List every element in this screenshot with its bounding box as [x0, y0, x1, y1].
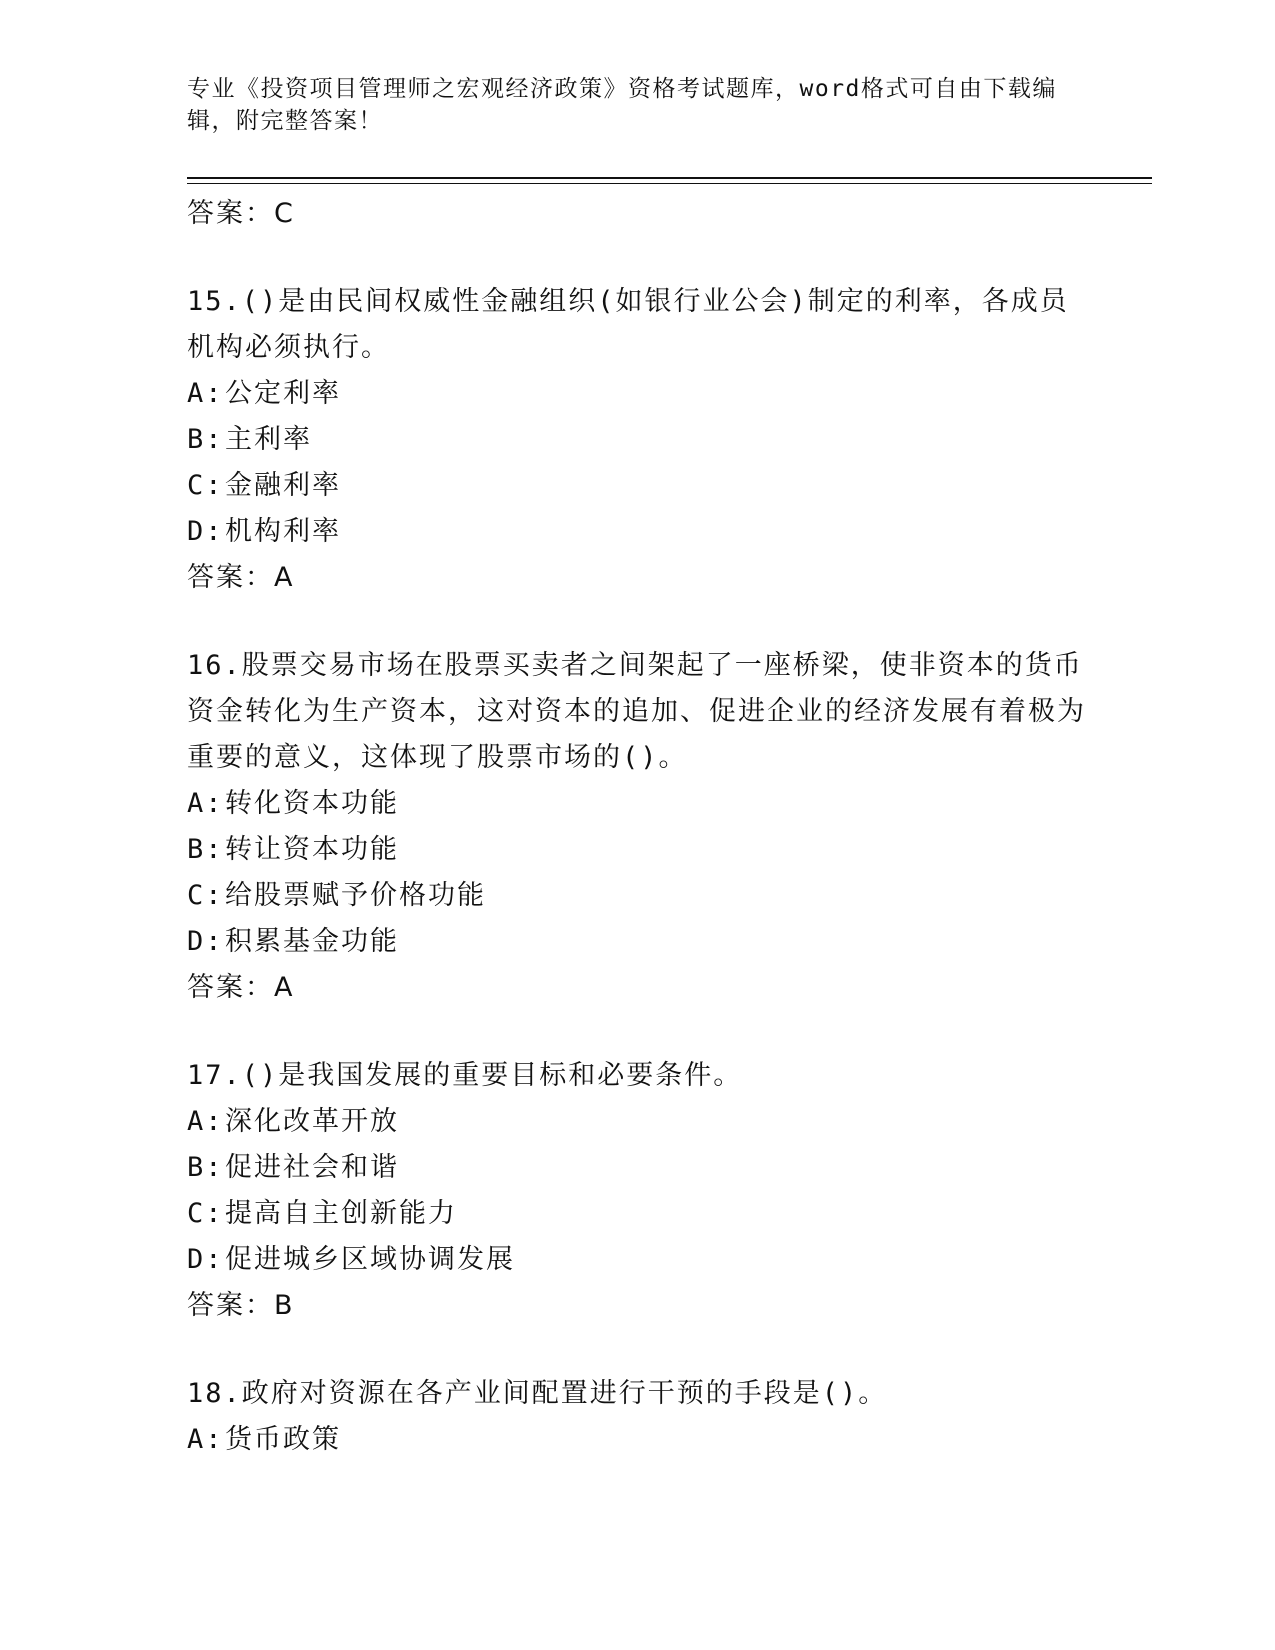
- option-text: 转化资本功能: [225, 788, 399, 819]
- option-a: [187, 781, 1087, 827]
- option-text: 转让资本功能: [225, 834, 399, 865]
- option-key: B:: [187, 424, 224, 455]
- question-text: 15.()是由民间权威性金融组织(如银行业公会)制定的利率，各成员机构必须执行。: [187, 286, 1069, 363]
- option-c: [187, 873, 1087, 919]
- answer-line: 答案：B: [187, 1290, 295, 1321]
- question-16: [187, 643, 1087, 1011]
- option-text: 促进社会和谐: [225, 1152, 399, 1183]
- option-text: 深化改革开放: [225, 1106, 399, 1137]
- options-list: [187, 781, 1087, 965]
- option-key: B:: [187, 1152, 224, 1183]
- question-17: [187, 1053, 1087, 1329]
- header-divider-thick: [187, 177, 1152, 179]
- option-text: 促进城乡区域协调发展: [225, 1244, 515, 1275]
- header-divider-thin: [187, 183, 1152, 184]
- question-text: 16.股票交易市场在股票买卖者之间架起了一座桥梁，使非资本的货币资金转化为生产资本，这对资本的追加、促进企业的经济发展有着极为重要的意义，这体现了股票市场的()。: [187, 650, 1086, 773]
- option-key: A:: [187, 1424, 224, 1455]
- option-text: 货币政策: [225, 1424, 341, 1455]
- options-list: [187, 1099, 1087, 1283]
- options-list: [187, 1417, 1087, 1463]
- options-list: [187, 371, 1087, 555]
- question-15: [187, 279, 1087, 601]
- option-key: B:: [187, 834, 224, 865]
- option-c: [187, 1191, 1087, 1237]
- previous-answer: 答案：C: [187, 198, 295, 229]
- question-18: [187, 1371, 1087, 1463]
- option-text: 机构利率: [225, 516, 341, 547]
- option-key: A:: [187, 1106, 224, 1137]
- option-b: [187, 1145, 1087, 1191]
- option-key: C:: [187, 470, 224, 501]
- option-key: D:: [187, 926, 224, 957]
- option-text: 提高自主创新能力: [225, 1198, 457, 1229]
- option-key: A:: [187, 788, 224, 819]
- option-key: D:: [187, 516, 224, 547]
- option-a: [187, 1099, 1087, 1145]
- option-b: [187, 417, 1087, 463]
- option-text: 公定利率: [225, 378, 341, 409]
- option-text: 金融利率: [225, 470, 341, 501]
- option-b: [187, 827, 1087, 873]
- option-d: [187, 1237, 1087, 1283]
- option-key: C:: [187, 1198, 224, 1229]
- option-key: A:: [187, 378, 224, 409]
- option-a: [187, 371, 1087, 417]
- option-c: [187, 463, 1087, 509]
- question-text: 17.()是我国发展的重要目标和必要条件。: [187, 1060, 743, 1091]
- option-text: 积累基金功能: [225, 926, 399, 957]
- option-key: C:: [187, 880, 224, 911]
- question-text: 18.政府对资源在各产业间配置进行干预的手段是()。: [187, 1378, 888, 1409]
- question-list: [187, 191, 1087, 1463]
- document-header: 专业《投资项目管理师之宏观经济政策》资格考试题库，word格式可自由下载编辑，附完整答案！: [187, 76, 1057, 134]
- option-text: 给股票赋予价格功能: [225, 880, 486, 911]
- option-text: 主利率: [225, 424, 312, 455]
- option-a: [187, 1417, 1087, 1463]
- answer-line: 答案：A: [187, 562, 295, 593]
- option-d: [187, 919, 1087, 965]
- option-key: D:: [187, 1244, 224, 1275]
- option-d: [187, 509, 1087, 555]
- answer-line: 答案：A: [187, 972, 295, 1003]
